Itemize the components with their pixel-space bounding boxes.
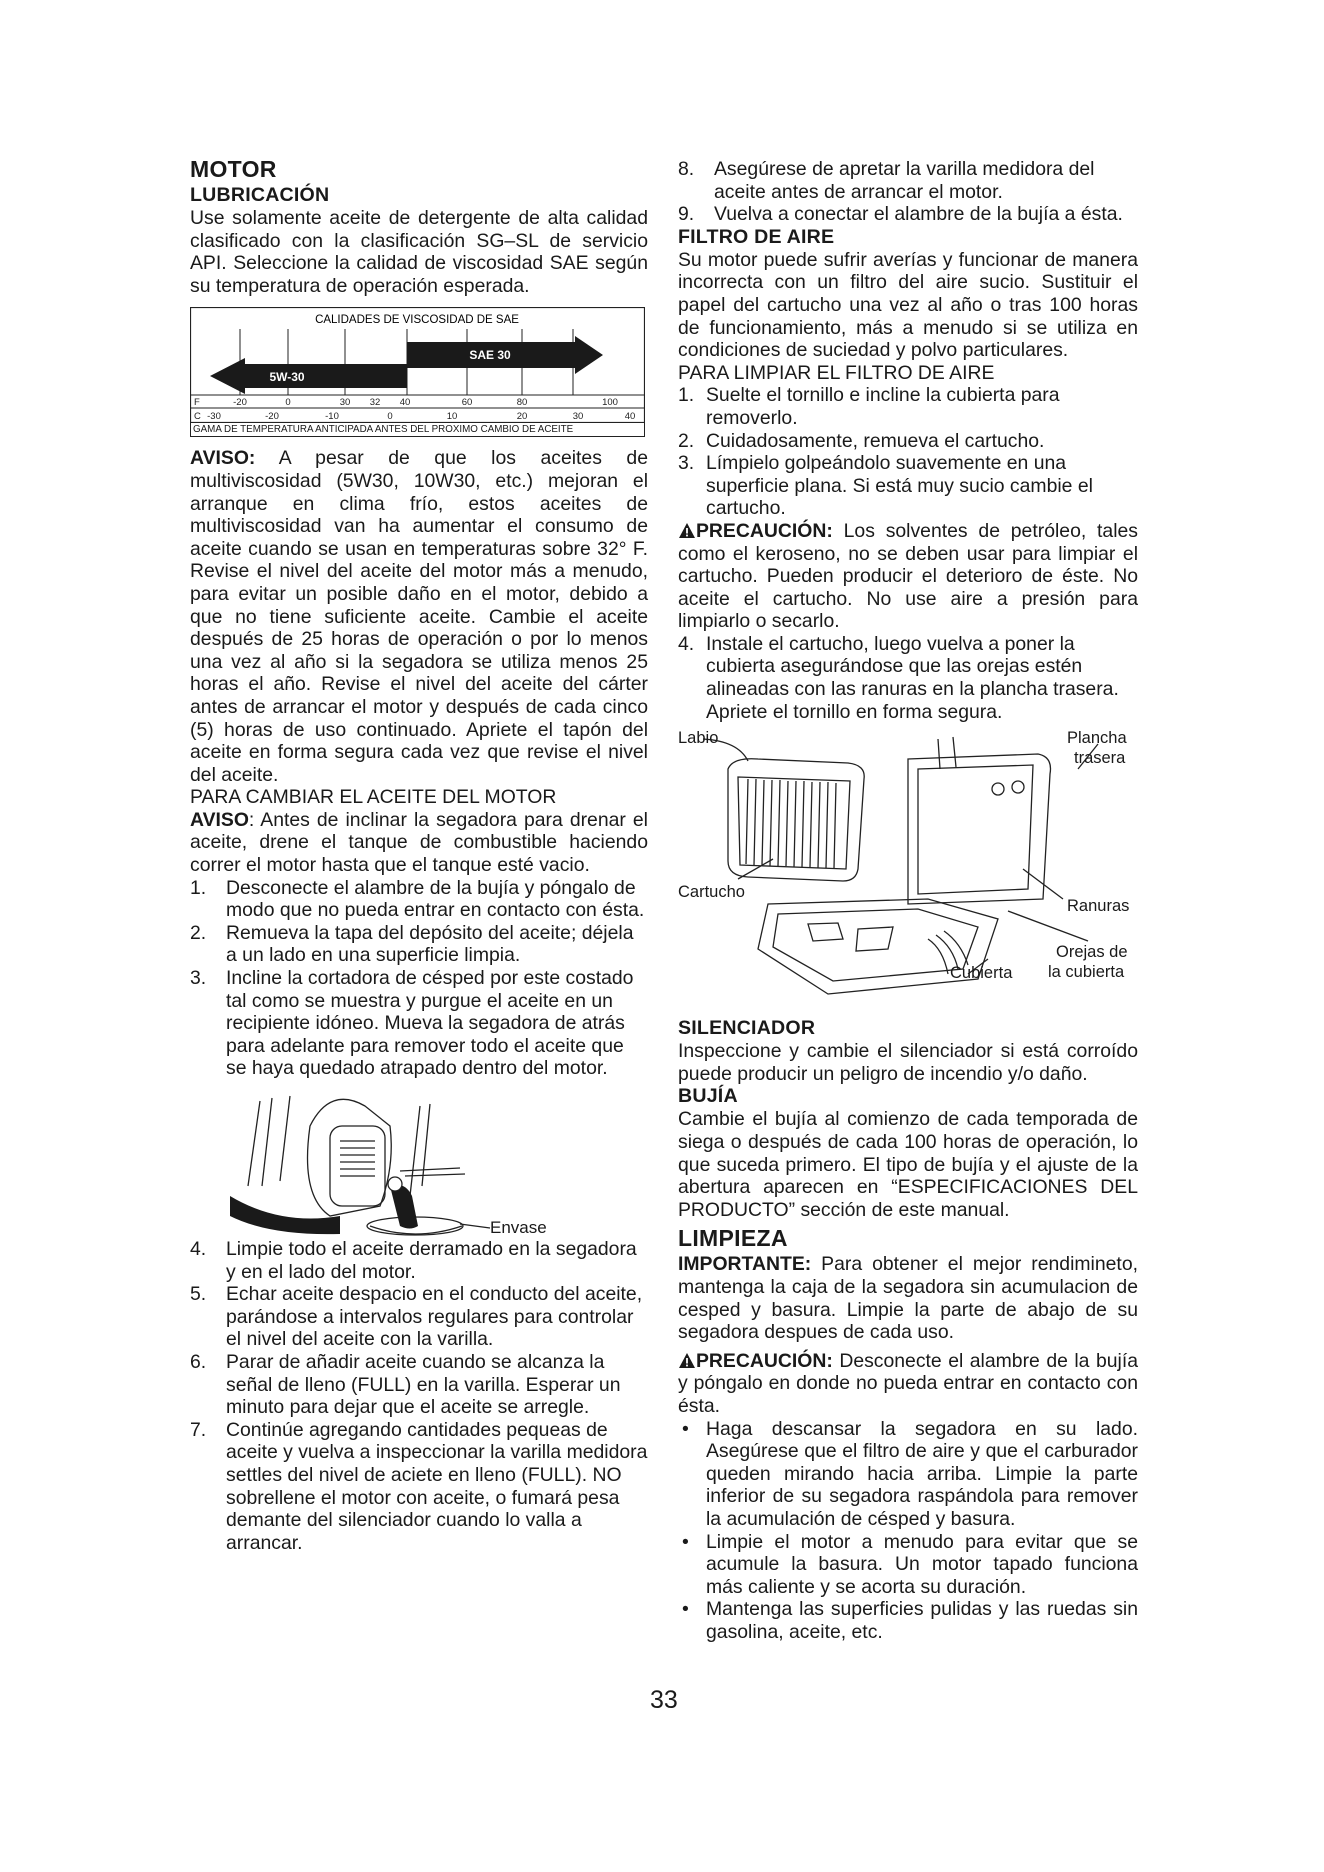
precaucion-paragraph-1	[678, 520, 1138, 633]
silenciador-paragraph: Inspeccione y cambie el silenciador si está corroído puede producir un peligro de incendio y/o daño.	[678, 1040, 1138, 1085]
orejas-label: Orejas de	[1056, 943, 1128, 962]
f-tick: 100	[602, 397, 618, 409]
step-number: 8.	[678, 158, 695, 180]
step-text: Continúe agregando cantidades pequeas de aceite y vuelva a inspeccionar la varilla medidora settles del nivel de aciete en lleno (FULL). NO sobrellene el motor con aceite, o fumará pesa demante del silenciador cuando lo valla a arrancar.	[226, 1418, 648, 1554]
list-item	[678, 430, 1138, 453]
step-number: 2.	[190, 921, 207, 944]
list-item	[190, 967, 648, 1080]
cambiar-aceite-heading: PARA CAMBIAR EL ACEITE DEL MOTOR	[190, 786, 557, 809]
aviso-paragraph-1	[190, 447, 648, 786]
step-text: Parar de añadir aceite cuando se alcanza la señal de lleno (FULL) en la varilla. Esperar un minuto para dejar que el aceite se arregle.	[226, 1350, 621, 1419]
list-item	[678, 384, 1138, 429]
f-tick: 0	[285, 397, 291, 409]
f-axis-label: F	[194, 397, 200, 409]
c-tick: 30	[572, 411, 584, 423]
step-number: 4.	[678, 632, 695, 655]
viscosity-chart	[190, 307, 645, 437]
list-item	[190, 922, 648, 967]
right-column	[678, 158, 1138, 1644]
list-item	[678, 1531, 1138, 1599]
step-text: Limpie todo el aceite derramado en la segadora y en el lado del motor.	[226, 1238, 637, 1283]
subsection-title-filtro: FILTRO DE AIRE	[678, 225, 835, 248]
left-column	[190, 152, 648, 1554]
trasera-label: trasera	[1074, 749, 1126, 768]
list-item	[678, 1418, 1138, 1531]
precaucion-text: Desconecte el alambre de la bujía y póngalo en donde no pueda entrar en contacto con ésta.	[678, 1349, 1138, 1417]
warning-triangle-icon	[678, 522, 696, 539]
step-text: Desconecte el alambre de la bujía y póngalo de modo que no pueda entrar en contacto con ésta.	[226, 876, 645, 922]
precaucion-label: PRECAUCIÓN:	[696, 519, 833, 542]
warning-triangle-icon	[678, 1352, 696, 1369]
step-number: 7.	[190, 1418, 207, 1441]
page-number: 33	[650, 1686, 678, 1714]
c-tick: 10	[446, 411, 458, 423]
chart-caption: GAMA DE TEMPERATURA ANTICIPADA ANTES DEL PROXIMO CAMBIO DE ACEITE	[190, 423, 645, 437]
bullet-text: Haga descansar la segadora en su lado. Asegúrese que el filtro de aire y que el carburador queden mirando hacia arriba. Limpie la parte inferior de su segadora raspándola para remover la acumulación de césped y basura.	[706, 1417, 1138, 1530]
step-text: Remueva la tapa del depósito del aceite; déjela a un lado en una superficie limpia.	[226, 921, 634, 967]
aviso-paragraph-2	[190, 809, 648, 877]
bullet: •	[682, 1598, 689, 1621]
section-title-motor: MOTOR	[190, 156, 277, 182]
cubierta-label: Cubierta	[950, 964, 1013, 983]
f-tick: 60	[461, 397, 473, 409]
list-item	[190, 1283, 648, 1351]
list-item	[678, 203, 1138, 226]
bullet-text: Mantenga las superficies pulidas y las ruedas sin gasolina, aceite, etc.	[706, 1598, 1138, 1643]
f-tick: 32	[369, 397, 381, 409]
filter-steps-e	[678, 633, 1138, 723]
list-item	[190, 877, 648, 922]
c-tick: -30	[207, 411, 221, 423]
mower-tilt-drawing	[190, 1086, 648, 1236]
section-title-limpieza: LIMPIEZA	[678, 1225, 788, 1252]
importante-label: IMPORTANTE:	[678, 1253, 812, 1276]
sae30-label: SAE 30	[469, 348, 511, 363]
c-tick: -10	[325, 411, 339, 423]
subsection-title-silenciador: SILENCIADOR	[678, 1017, 816, 1040]
precaucion-paragraph-2	[678, 1350, 1138, 1418]
bullet: •	[682, 1417, 689, 1440]
step-number: 1.	[678, 384, 695, 407]
list-item	[678, 1598, 1138, 1643]
aviso-text: A pesar de que los aceites de multiviscosidad (5W30, 10W30, etc.) mejoran el arranque en clima frío, estos aceites de multiviscosidad van ha aumentar el consumo de aceite cuando se usan en temperaturas sobre 32° F. Revise el nivel del aceite del motor más a menudo, para evitar un posible daño en el motor, debido a que no tiene suficiente aceite. Cambie el aceite después de 25 horas de operación o por lo menos una vez al año si la segadora se utiliza menos 25 horas el año. Revise el nivel del aceite del cárter antes de arrancar el motor y después de cada cinco (5) horas de uso continuado. Apriete el tapón del aceite en forma segura cada vez que revise el nivel del aceite.	[190, 447, 648, 786]
step-text: Límpielo golpeándolo suavemente en una superficie plana. Si está muy sucio cambie el cartucho.	[706, 452, 1093, 520]
subsection-title-bujia: BUJÍA	[678, 1085, 738, 1108]
step-text: Instale el cartucho, luego vuelva a poner la cubierta asegurándose que las orejas estén alineadas con las ranuras en la plancha trasera. Apriete el tornillo en forma segura.	[706, 632, 1119, 723]
cleaning-bullets	[678, 1418, 1138, 1644]
aviso-text: : Antes de inclinar la segadora para drenar el aceite, drene el tanque de combustible haciendo correr el motor hasta que el tanque esté vacio.	[190, 808, 648, 877]
5w30-bar	[210, 358, 407, 394]
filter-steps-d	[678, 384, 1138, 520]
step-number: 5.	[190, 1283, 207, 1306]
envase-label: Envase	[490, 1218, 547, 1237]
f-tick: 40	[399, 397, 411, 409]
la-cubierta-label: la cubierta	[1048, 963, 1125, 982]
list-item	[190, 1238, 648, 1283]
labio-label: Labio	[678, 729, 719, 748]
list-item	[678, 633, 1138, 723]
aviso-label: AVISO:	[190, 447, 256, 470]
c-tick: 40	[624, 411, 636, 423]
importante-text: Para obtener el mejor rendimineto, mantenga la caja de la segadora sin acumulacion de cesped y basura. Limpie la parte de abajo de su segadora despues de cada uso.	[678, 1253, 1138, 1344]
aviso-label: AVISO	[190, 808, 249, 831]
bullet-text: Limpie el motor a menudo para evitar que se acumule la basura. Un motor tapado funciona más caliente y se acorta su duración.	[706, 1530, 1138, 1598]
step-text: Incline la cortadora de césped por este costado tal como se muestra y purgue el aceite en un recipiente idóneo. Mueva la segadora de atrás para adelante para remover todo el aceite que se haya quedado atrapado dentro del motor.	[226, 967, 634, 1080]
importante-paragraph	[678, 1253, 1138, 1343]
ranuras-label: Ranuras	[1067, 897, 1130, 916]
list-item	[678, 452, 1138, 520]
subsection-title-lubricacion: LUBRICACIÓN	[190, 184, 330, 206]
filtro-paragraph: Su motor puede sufrir averías y funcionar de manera incorrecta con un filtro del aire sucio. Sustituir el papel del cartucho una vez al año o tras 100 horas de funcionamiento, más a menudo si se utiliza en condiciones de suciedad y polvo particulares.	[678, 248, 1138, 362]
c-tick: 0	[387, 411, 393, 423]
chart-title: CALIDADES DE VISCOSIDAD DE SAE	[315, 314, 519, 327]
lubricacion-paragraph: Use solamente aceite de detergente de alta calidad clasificado con la clasificación SG–SL de servicio API. Seleccione la calidad de viscosidad SAE según su temperatura de operación esperada.	[190, 207, 648, 297]
cartucho-label: Cartucho	[678, 883, 745, 902]
step-text: Vuelva a conectar el alambre de la bujía a ésta.	[714, 203, 1123, 226]
plancha-label: Plancha	[1067, 729, 1127, 748]
f-tick: -20	[233, 397, 247, 409]
step-number: 9.	[678, 203, 695, 226]
bujia-paragraph: Cambie el bujía al comienzo de cada temporada de siega o después de cada 100 horas de operación, lo que suceda primero. El tipo de bujía y el ajuste de la abertura aparecen en “ESPECIFICACIONES DEL PRODUCTO” sección de este manual.	[678, 1108, 1138, 1221]
step-text: Suelte el tornillo e incline la cubierta para removerlo.	[706, 384, 1060, 429]
c-axis-label: C	[194, 411, 201, 423]
c-tick: -20	[265, 411, 279, 423]
limpiar-filtro-heading: PARA LIMPIAR EL FILTRO DE AIRE	[678, 361, 995, 384]
step-number: 3.	[678, 452, 695, 475]
list-item	[190, 1351, 648, 1419]
step-number: 3.	[190, 967, 207, 990]
list-item	[678, 158, 1138, 203]
step-text: Echar aceite despacio en el conducto del aceite, parándose a intervalos regulares para controlar el nivel del aceite con la varilla.	[226, 1283, 643, 1351]
oil-change-steps-c	[678, 158, 1138, 226]
list-item	[190, 1419, 648, 1555]
f-tick: 30	[339, 397, 351, 409]
precaucion-label: PRECAUCIÓN:	[696, 1349, 833, 1372]
precaucion-text: Los solventes de petróleo, tales como el keroseno, no se deben usar para limpiar el cartucho. Pueden producir el deterioro de éste. No aceite el cartucho. No use aire a presión para limpiarlo o secarlo.	[678, 519, 1138, 633]
oil-drain-illustration	[190, 1086, 648, 1236]
f-tick: 80	[516, 397, 528, 409]
c-tick: 20	[516, 411, 528, 423]
step-number: 1.	[190, 876, 207, 899]
step-text: Asegúrese de apretar la varilla medidora del aceite antes de arrancar el motor.	[714, 158, 1095, 203]
step-number: 6.	[190, 1350, 207, 1373]
air-filter-illustration	[678, 729, 1138, 1015]
oil-change-steps-a	[190, 877, 648, 1080]
bullet: •	[682, 1530, 689, 1553]
5w30-label: 5W-30	[269, 370, 305, 385]
oil-change-steps-b	[190, 1238, 648, 1554]
step-number: 4.	[190, 1238, 207, 1260]
step-text: Cuidadosamente, remueva el cartucho.	[706, 429, 1045, 452]
step-number: 2.	[678, 429, 695, 452]
